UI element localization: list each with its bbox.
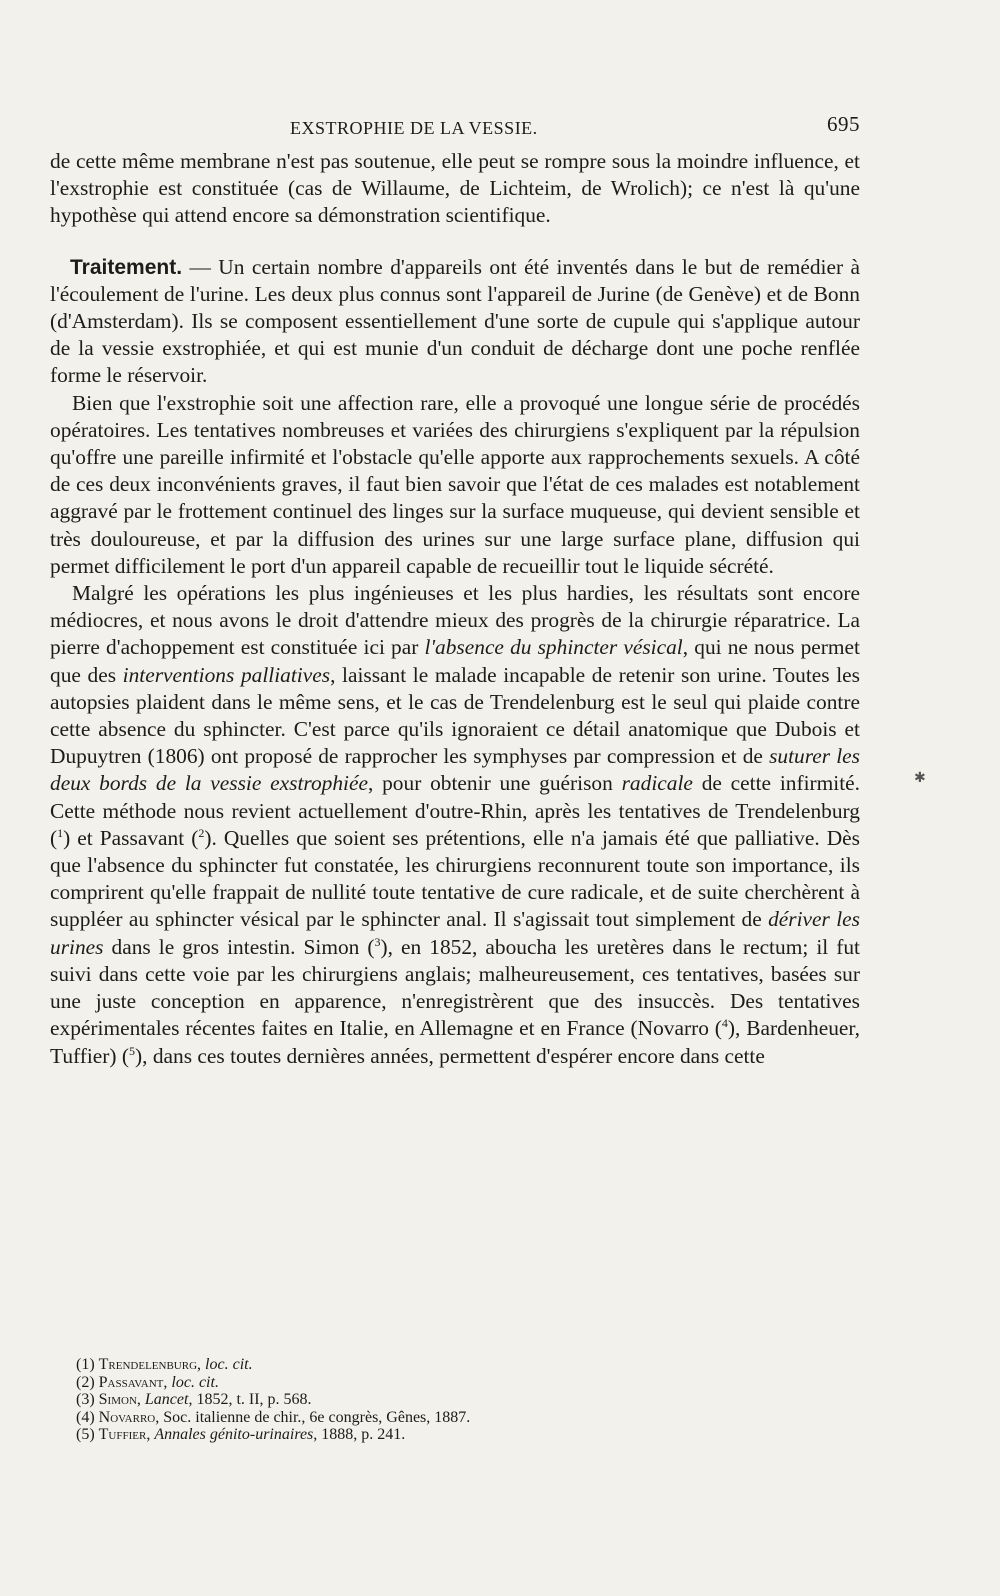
footnote-ref: 4 xyxy=(721,1016,728,1031)
footnote-text: , 1852, t. II, p. 568. xyxy=(188,1391,312,1409)
footnote-ref: 5 xyxy=(129,1043,136,1058)
text-run: ), dans ces toutes dernières années, permettent d'espérer encore dans cette xyxy=(135,1043,765,1068)
footnote-ref: 2 xyxy=(198,825,205,840)
text-run: de cette infirmité. Cette méthode nous revient actuellement d'outre-Rhin, après les tentatives de Trendelenburg ( xyxy=(50,771,861,850)
italic-run: interventions palliatives xyxy=(122,662,331,687)
text-run: ). Quelles que soient ses prétentions, elle n'a jamais été que palliative. Dès que l'absence du sphincter fut constatée, les chirurgiens reconnurent toute son importance, ils comprirent qu'elle frappait de nullité toute tentative de cure radicale, et de suite cherchèrent à suppléer au sphincter vésical par le sphincter anal. Il s'agissait tout simplement de xyxy=(50,825,861,932)
footnote xyxy=(76,1409,776,1427)
text-run: ), en 1852, aboucha les uretères dans le rectum; il fut suivi dans cette voie par les chirurgiens anglais; malheureusement, ces tentatives, basées sur une juste conception en apparence, n'enregistrèrent que des insuccès. Des tentatives expérimentales récentes faites en Italie, en Allemagne et en France (Novarro ( xyxy=(50,934,860,1041)
footnote-ref: 3 xyxy=(374,934,381,949)
footnote-ref: 1 xyxy=(57,825,64,840)
italic-run: suturer les deux bords de la vessie exstrophiée xyxy=(50,744,860,796)
footnote-author: Tuffier xyxy=(98,1426,147,1444)
text-run: ) et Passavant ( xyxy=(63,825,199,850)
paragraph-continuation xyxy=(50,148,860,230)
footnote: (3) Simon, Lancet, 1852, t. II, p. 568. xyxy=(76,1391,312,1409)
italic-run: radicale xyxy=(621,771,693,796)
italic-run: dériver les urines xyxy=(50,907,860,959)
footnote-mark: (2) xyxy=(76,1373,95,1391)
paragraph-traitement xyxy=(50,254,860,390)
footnote-mark: (3) xyxy=(76,1391,95,1409)
footnotes xyxy=(76,1356,776,1444)
footnote-author: Passavant xyxy=(98,1373,164,1391)
text-run: , laissant le malade incapable de retenir son urine. Toutes les autopsies plaident dans le même sens, et le cas de Trendelenburg est le seul qui plaide contre cette absence du sphincter. C'est parce qu'ils ignoraient ce détail anatomique que Dubois et Dupuytren (1806) ont proposé de rapprocher les symphyses par compression et de xyxy=(50,662,860,769)
footnote: (5) Tuffier, Annales génito-urinaires, 1888, p. 241. xyxy=(76,1426,406,1444)
paragraph-operations xyxy=(50,580,860,1070)
running-title: EXSTROPHIE DE LA VESSIE. xyxy=(290,118,538,138)
footnote-text: , 1888, p. 241. xyxy=(313,1426,406,1444)
paragraph-text: Bien que l'exstrophie soit une affection rare, elle a provoqué une longue série de procédés opératoires. Les tentatives nombreuses et variées des chirurgiens s'expliquent par la répulsion qu'offre une pareille infirmité et l'obstacle qu'elle apporte aux rapprochements sexuels. A côté de ces deux inconvénients graves, il faut bien savoir que l'état de ces malades est notablement aggravé par le frottement continuel des linges sur la surface muqueuse, qui devient sensible et très douloureuse, et par la diffusion des urines sur une large surface plane, diffusion qui permet difficilement le port d'un appareil capable de recueillir tout le liquide sécrété. xyxy=(50,390,860,578)
paragraph-text: — Un certain nombre d'appareils ont été inventés dans le but de remédier à l'écoulement de l'urine. Les deux plus connus sont l'appareil de Jurine (de Genève) et de Bonn (d'Amsterdam). Ils se composent essentiellement d'une sorte de cupule qui s'applique autour de la vessie exstrophiée, et qui est munie d'un conduit de décharge dont une poche renflée forme le réservoir. xyxy=(50,254,860,388)
page-number: 695 xyxy=(827,112,860,136)
text-run: dans le gros intestin. Simon ( xyxy=(103,934,375,959)
footnote-italic: loc. cit. xyxy=(171,1373,219,1391)
paragraph-text: de cette même membrane n'est pas soutenue, elle peut se rompre sous la moindre influence, et l'exstrophie est constituée (cas de Willaume, de Lichteim, de Wrolich); ce n'est là qu'une hypothèse qui attend encore sa démonstration scientifique. xyxy=(50,149,860,228)
footnote-author: Simon xyxy=(98,1391,137,1409)
margin-mark-icon: ✱ xyxy=(914,771,926,786)
italic-run: l'absence du sphincter vésical xyxy=(424,635,683,660)
footnote-text: , Soc. italienne de chir., 6e congrès, Gênes, 1887. xyxy=(155,1408,471,1426)
footnote-mark: (1) xyxy=(76,1356,95,1373)
text-run: , qui ne nous permet que des xyxy=(50,635,860,687)
footnote: (2) Passavant, loc. cit. xyxy=(76,1373,219,1391)
text-run: ), Bardenheuer, Tuffier) ( xyxy=(50,1016,860,1068)
footnote-mark: (5) xyxy=(76,1426,95,1444)
body-text xyxy=(50,148,860,1070)
section-heading: Traitement. xyxy=(70,255,183,279)
footnote-author: Novarro xyxy=(98,1408,156,1426)
footnote-author: Trendelenburg xyxy=(98,1356,198,1373)
text-run: , pour obtenir une guérison xyxy=(367,771,622,796)
text-run: Malgré les opérations les plus ingénieuses et les plus hardies, les résultats sont encore médiocres, et nous avons le droit d'attendre mieux des progrès de la chirurgie réparatrice. La pierre d'achoppement est constituée ici par xyxy=(50,581,860,660)
footnote-mark: (4) xyxy=(76,1408,95,1426)
footnote-italic: loc. cit. xyxy=(205,1356,253,1373)
footnote: (1) Trendelenburg, loc. cit. xyxy=(76,1356,253,1373)
paragraph-procedures xyxy=(50,390,860,580)
footnote-italic: Lancet xyxy=(144,1391,189,1409)
footnote-italic: Annales génito-urinaires xyxy=(154,1426,314,1444)
